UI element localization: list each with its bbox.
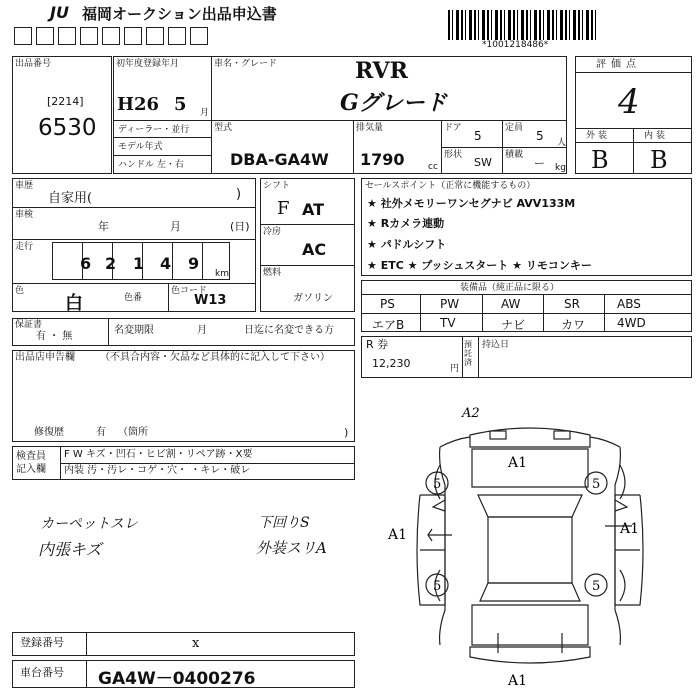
chassis-number-value: GA4W－0400276 (98, 669, 256, 689)
load-label: 積載 (505, 150, 524, 160)
warranty-label: 保証書 (15, 320, 43, 330)
sales-point-line: ★ Rカメラ連動 (367, 217, 445, 230)
recycle-amount: 12,230 (372, 357, 411, 370)
capacity-value: 5 (536, 129, 544, 143)
equipment-item: TV (440, 316, 456, 330)
mileage-digit: 2 (105, 254, 117, 273)
registration-era: H (117, 94, 135, 115)
lot-bracket-number: [2214] (47, 95, 84, 108)
interior-label: 内装 (644, 131, 669, 141)
fuel-value: ガソリン (293, 293, 333, 304)
wheel-mark-front-left: 5 (433, 477, 442, 492)
diagram-mark-rear: A1 (508, 673, 528, 689)
vehicle-name-label: 車名・グレード (214, 59, 278, 69)
inspection-month: 月 (170, 220, 181, 233)
equipment-item: SR (564, 297, 580, 311)
sales-point-line: ★ 社外メモリーワンセグナビ AVV133M (367, 197, 576, 210)
name-change-label: 名変期限 (114, 325, 154, 336)
sales-point-line: ★ ETC ★ プッシュスタート ★ リモコンキー (367, 259, 592, 272)
shift-label: シフト (263, 181, 291, 191)
diagram-mark-front: A2 (462, 406, 480, 421)
dealer-label: ディーラー・並行 (118, 125, 190, 135)
load-unit: kg (555, 163, 566, 173)
inspector-label: 検査員 (16, 451, 46, 462)
repair-history-label: 修復歴 (34, 427, 64, 438)
company-logo: JU (50, 3, 69, 22)
inspector-row-exterior: F W キズ・凹石・ヒビ割・リペア跡・X要 (64, 449, 253, 460)
registration-month: 5 (174, 94, 187, 115)
shift-mark: F (277, 198, 290, 219)
rating-score: 4 (618, 82, 640, 122)
note-left-1: カーペットスレ (40, 516, 138, 532)
door-label: ドア (444, 123, 462, 133)
color-label: 色 (15, 286, 25, 296)
diagram-mark-left: A1 (388, 527, 408, 543)
inspection-day: (日) (230, 220, 250, 233)
type-value: DBA-GA4W (230, 150, 329, 169)
note-right-2: 外装スリA (256, 539, 327, 557)
inspector-label-2: 記入欄 (16, 464, 46, 475)
equipment-item: PW (440, 297, 460, 311)
handle-label: ハンドル 左・右 (118, 160, 184, 170)
equipment-item: ナビ (501, 318, 526, 332)
header-checkbox-row (14, 27, 224, 45)
cc-unit: cc (428, 162, 438, 172)
repair-location-close: ) (344, 426, 349, 439)
color-number-label: 色番 (124, 293, 143, 303)
sales-point-line: ★ パドルシフト (367, 238, 447, 251)
declaration-hint: （不具合内容・欠品など具体的に記入して下さい） (100, 352, 330, 363)
equipment-item: ABS (617, 297, 641, 311)
barcode-number: *1001218486* (482, 40, 549, 50)
lot-label: 出品番号 (15, 59, 52, 69)
name-change-note: 日迄に名変できる方 (244, 325, 334, 336)
repair-history-value: 有 (96, 427, 106, 438)
inspector-row-interior: 内装 汚・汚レ・コゲ・穴・ ・キレ・破レ (64, 465, 251, 476)
wheel-mark-rear-left: 5 (433, 579, 442, 594)
mileage-label: 走行 (15, 242, 34, 252)
equipment-item: エアB (372, 318, 405, 332)
recycle-deposit-label: 預託済 (464, 340, 472, 367)
note-left-2: 内張キズ (38, 540, 102, 559)
usage-label: 車歴 (15, 181, 34, 191)
equipment-label: 装備品（純正品に限る） (460, 283, 560, 293)
car-damage-diagram (388, 395, 660, 690)
diagram-mark-right: A1 (620, 521, 640, 537)
color-value: 白 (65, 293, 83, 314)
load-value: ー (534, 157, 545, 170)
exterior-label: 外装 (586, 131, 611, 141)
sales-points-label: セールスポイント（正常に機能するもの） (365, 181, 536, 191)
type-label: 型式 (214, 123, 233, 133)
shape-value: SW (474, 156, 492, 169)
equipment-item: カワ (561, 318, 586, 332)
fuel-label: 燃料 (263, 268, 282, 278)
equipment-item: AW (501, 297, 521, 311)
declaration-label: 出品店申告欄 (15, 352, 75, 363)
capacity-label: 定員 (505, 123, 524, 133)
mileage-digit: 9 (188, 254, 200, 273)
color-code: W13 (194, 293, 227, 308)
recycle-unit: 円 (450, 364, 460, 374)
mileage-unit: km (215, 269, 229, 279)
registration-label: 初年度登録年月 (116, 59, 180, 69)
aircon-label: 冷房 (263, 227, 282, 237)
diagram-mark-hood: A1 (508, 455, 528, 471)
inspection-label: 車検 (15, 210, 34, 220)
aircon-value: AC (302, 240, 327, 259)
barcode (448, 10, 598, 40)
wheel-mark-rear-right: 5 (592, 579, 601, 594)
usage-value: 自家用( (48, 191, 93, 206)
recycle-label: R 券 (366, 338, 389, 351)
door-value: 5 (474, 129, 482, 143)
recycle-bring-label: 持込日 (482, 340, 510, 350)
equipment-item: PS (380, 297, 395, 311)
registration-number-label: 登録番号 (20, 636, 64, 649)
warranty-options: 有 ・ 無 (36, 331, 73, 342)
registration-number-value: x (192, 636, 200, 651)
registration-year: 26 (134, 94, 160, 115)
recycle-box (361, 336, 692, 378)
interior-grade: B (650, 146, 668, 174)
vehicle-name: RVR (355, 58, 408, 84)
mileage-digit: 1 (133, 254, 145, 273)
capacity-unit: 人 (557, 138, 567, 148)
chassis-number-label: 車台番号 (20, 666, 64, 679)
model-year-label: モデル年式 (118, 142, 163, 152)
usage-close-paren: ) (236, 187, 242, 202)
lot-number: 6530 (38, 115, 97, 141)
note-right-1: 下回りS (258, 515, 310, 531)
shift-value: AT (302, 200, 325, 219)
repair-location-label: （箇所 (118, 427, 148, 438)
wheel-mark-front-right: 5 (592, 477, 601, 492)
rating-label: 評価点 (596, 59, 641, 70)
equipment-item: 4WD (617, 316, 646, 330)
inspection-year: 年 (98, 220, 109, 233)
displacement-label: 排気量 (356, 123, 384, 133)
mileage-digit: 6 (80, 254, 92, 273)
exterior-grade: B (591, 146, 609, 174)
registration-month-unit: 月 (200, 108, 210, 118)
name-change-month: 月 (197, 325, 207, 336)
mileage-digit: 4 (160, 254, 172, 273)
shape-label: 形状 (444, 150, 463, 160)
form-title: 福岡オークション出品申込書 (82, 5, 277, 23)
color-code-label: 色コード (171, 286, 208, 296)
vehicle-grade: Gグレード (340, 90, 447, 116)
displacement-value: 1790 (360, 150, 405, 169)
